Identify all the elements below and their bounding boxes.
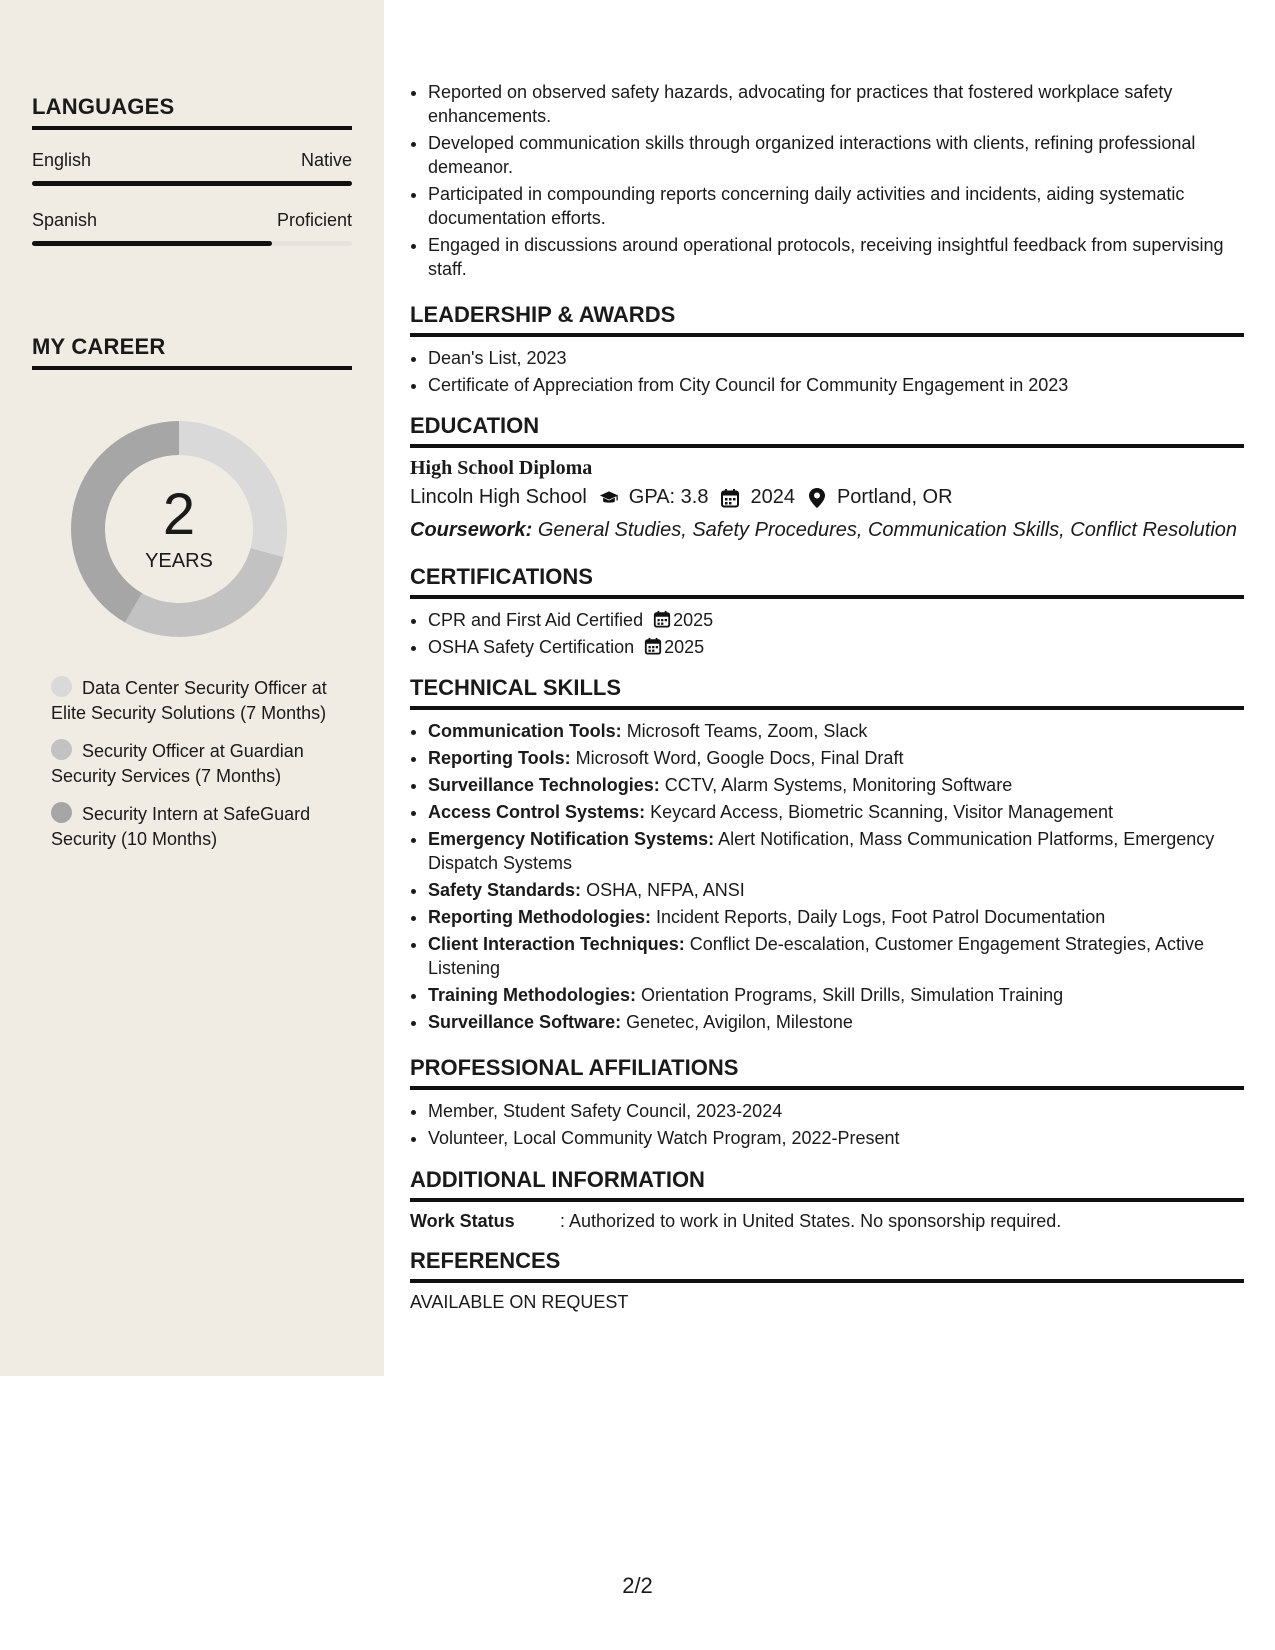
list-item bbox=[428, 746, 1244, 770]
list-item bbox=[428, 827, 1244, 875]
language-item bbox=[32, 150, 352, 186]
skill-label: Reporting Methodologies: bbox=[428, 907, 651, 927]
calendar-icon bbox=[644, 637, 662, 655]
skill-value: OSHA, NFPA, ANSI bbox=[586, 880, 745, 900]
calendar-icon bbox=[653, 610, 671, 628]
career-section bbox=[32, 334, 352, 370]
languages-section bbox=[32, 94, 352, 246]
career-legend-item bbox=[51, 802, 331, 852]
certification-name: CPR and First Aid Certified bbox=[428, 610, 644, 630]
section-heading: REFERENCES bbox=[410, 1248, 1244, 1283]
degree-title: High School Diploma bbox=[410, 457, 593, 479]
skill-value: Orientation Programs, Skill Drills, Simulation Training bbox=[641, 985, 1064, 1005]
list-item: • Participated in compounding reports concerning daily activities and incidents, aiding systematic documentation efforts. bbox=[428, 182, 1244, 230]
list-item bbox=[428, 1010, 1244, 1034]
graduation-year: 2024 bbox=[750, 486, 795, 508]
list-item bbox=[428, 932, 1244, 980]
leadership-list bbox=[410, 346, 1244, 397]
career-legend-label: Data Center Security Officer at Elite Security Solutions (7 Months) bbox=[51, 678, 327, 723]
career-legend-label: Security Intern at SafeGuard Security (10 Months) bbox=[51, 804, 311, 849]
certification-name: OSHA Safety Certification bbox=[428, 637, 635, 657]
language-level: Proficient bbox=[276, 210, 352, 230]
school-location: Portland, OR bbox=[836, 486, 953, 508]
career-legend-label: Security Officer at Guardian Security Services (7 Months) bbox=[51, 741, 304, 786]
references-section bbox=[410, 1248, 1244, 1313]
education-section bbox=[410, 413, 1244, 542]
career-legend bbox=[51, 676, 331, 865]
legend-dot-icon bbox=[51, 739, 72, 760]
skill-label: Training Methodologies: bbox=[428, 985, 636, 1005]
section-heading: ADDITIONAL INFORMATION bbox=[410, 1167, 1244, 1202]
legend-dot-icon bbox=[51, 676, 72, 697]
skill-value: Microsoft Teams, Zoom, Slack bbox=[626, 721, 868, 741]
skill-value: Alert Notification, Mass Communication Platforms, Emergency Dispatch Systems bbox=[428, 829, 1215, 873]
list-item: • Certificate of Appreciation from City Council for Community Engagement in 2023 bbox=[428, 373, 1244, 397]
section-heading: LEADERSHIP & AWARDS bbox=[410, 302, 1244, 337]
career-total-number: 2 bbox=[162, 481, 196, 547]
certifications-list bbox=[410, 608, 1244, 659]
language-proficiency-fill bbox=[32, 241, 272, 246]
sidebar bbox=[0, 0, 384, 1376]
references-text: AVAILABLE ON REQUEST bbox=[410, 1292, 629, 1312]
career-total-unit: YEARS bbox=[145, 549, 213, 572]
list-item bbox=[428, 608, 1244, 632]
calendar-icon bbox=[720, 488, 740, 508]
language-item bbox=[32, 210, 352, 246]
career-legend-item bbox=[51, 739, 331, 789]
experience-bullets-section bbox=[410, 80, 1244, 284]
list-item bbox=[428, 719, 1244, 743]
location-pin-icon bbox=[807, 488, 827, 508]
skill-value: Microsoft Word, Google Docs, Final Draft bbox=[575, 748, 904, 768]
list-item: • Reported on observed safety hazards, advocating for practices that fostered workplace safety enhancements. bbox=[428, 80, 1244, 128]
coursework-list: General Studies, Safety Procedures, Communication Skills, Conflict Resolution bbox=[537, 519, 1238, 541]
coursework bbox=[410, 519, 1244, 542]
section-heading: TECHNICAL SKILLS bbox=[410, 675, 1244, 710]
affiliations-list bbox=[410, 1099, 1244, 1150]
skill-label: Reporting Tools: bbox=[428, 748, 571, 768]
certification-year: 2025 bbox=[664, 637, 705, 657]
list-item bbox=[428, 800, 1244, 824]
technical-skills-section bbox=[410, 675, 1244, 1037]
skill-label: Communication Tools: bbox=[428, 721, 622, 741]
list-item bbox=[428, 983, 1244, 1007]
certification-year: 2025 bbox=[673, 610, 714, 630]
skill-label: Surveillance Technologies: bbox=[428, 775, 660, 795]
language-level: Native bbox=[300, 150, 352, 170]
additional-info-section bbox=[410, 1167, 1244, 1232]
list-item: • Developed communication skills through organized interactions with clients, refining professional demeanor. bbox=[428, 131, 1244, 179]
skill-value: Keycard Access, Biometric Scanning, Visitor Management bbox=[650, 802, 1113, 822]
list-item bbox=[428, 635, 1244, 659]
languages-heading: LANGUAGES bbox=[32, 94, 352, 130]
list-item: • Member, Student Safety Council, 2023-2024 bbox=[428, 1099, 1244, 1123]
work-status-label: Work Status bbox=[410, 1211, 515, 1231]
affiliations-section bbox=[410, 1055, 1244, 1153]
list-item: • Engaged in discussions around operational protocols, receiving insightful feedback from supervising staff. bbox=[428, 233, 1244, 281]
section-heading: EDUCATION bbox=[410, 413, 1244, 448]
skill-value: Conflict De-escalation, Customer Engagement Strategies, Active Listening bbox=[428, 934, 1204, 978]
coursework-label: Coursework: bbox=[410, 519, 533, 541]
experience-bullet-list bbox=[410, 80, 1244, 281]
page-number: 2/2 bbox=[622, 1573, 653, 1598]
skill-label: Emergency Notification Systems: bbox=[428, 829, 715, 849]
career-heading: MY CAREER bbox=[32, 334, 352, 370]
skill-label: Client Interaction Techniques: bbox=[428, 934, 685, 954]
career-total bbox=[66, 416, 292, 642]
skill-label: Safety Standards: bbox=[428, 880, 582, 900]
legend-dot-icon bbox=[51, 802, 72, 823]
skill-label: Surveillance Software: bbox=[428, 1012, 622, 1032]
technical-skills-list bbox=[410, 719, 1244, 1034]
list-item bbox=[428, 905, 1244, 929]
gpa: GPA: 3.8 bbox=[628, 486, 709, 508]
section-heading: PROFESSIONAL AFFILIATIONS bbox=[410, 1055, 1244, 1090]
work-status-row bbox=[410, 1211, 1244, 1232]
graduation-cap-icon bbox=[599, 488, 619, 508]
skill-value: Genetec, Avigilon, Milestone bbox=[626, 1012, 853, 1032]
skill-label: Access Control Systems: bbox=[428, 802, 646, 822]
skill-value: Incident Reports, Daily Logs, Foot Patrol Documentation bbox=[656, 907, 1106, 927]
list-item bbox=[428, 878, 1244, 902]
career-legend-item bbox=[51, 676, 331, 726]
language-proficiency-bar bbox=[32, 181, 352, 186]
school-name: Lincoln High School bbox=[410, 486, 587, 508]
career-donut-chart bbox=[66, 416, 292, 642]
education-details bbox=[410, 486, 1244, 509]
work-status-value: : Authorized to work in United States. No sponsorship required. bbox=[560, 1211, 1062, 1231]
section-heading: CERTIFICATIONS bbox=[410, 564, 1244, 599]
list-item: • Volunteer, Local Community Watch Program, 2022-Present bbox=[428, 1126, 1244, 1150]
language-name: Spanish bbox=[32, 210, 98, 230]
list-item bbox=[428, 773, 1244, 797]
skill-value: CCTV, Alarm Systems, Monitoring Software bbox=[664, 775, 1013, 795]
language-name: English bbox=[32, 150, 92, 170]
leadership-section bbox=[410, 302, 1244, 400]
language-proficiency-fill bbox=[32, 181, 352, 186]
language-proficiency-bar bbox=[32, 241, 352, 246]
list-item: • Dean's List, 2023 bbox=[428, 346, 1244, 370]
certifications-section bbox=[410, 564, 1244, 662]
